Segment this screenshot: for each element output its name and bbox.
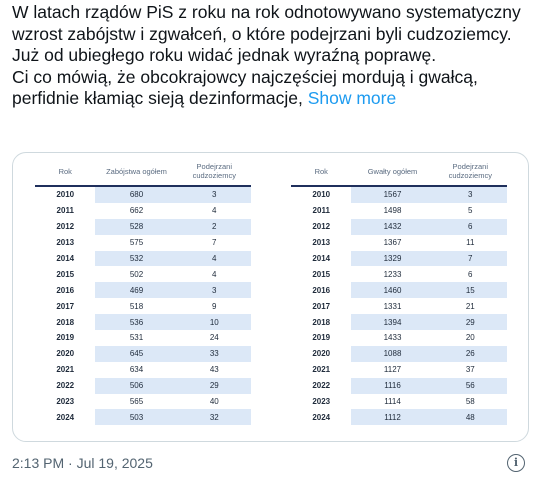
table-row xyxy=(35,203,251,219)
table-row xyxy=(35,346,251,362)
table-row xyxy=(291,409,507,425)
tweet-timestamp[interactable]: 2:13 PM · Jul 19, 2025 xyxy=(12,455,153,471)
table-cell: 645 xyxy=(95,346,177,362)
tweet-paragraph-2 xyxy=(12,67,534,110)
table-cell: 1432 xyxy=(351,219,433,235)
table-cell: 1116 xyxy=(351,378,433,394)
table-row xyxy=(291,394,507,410)
table-header: Podejrzani cudzoziemcy xyxy=(434,157,507,186)
table-cell: 2023 xyxy=(56,397,75,407)
table-cell: 4 xyxy=(212,269,217,279)
table-cell: 2018 xyxy=(312,317,331,327)
table-row xyxy=(35,219,251,235)
table-cell: 1331 xyxy=(383,301,402,311)
tweet-text xyxy=(12,2,534,110)
table-cell: 32 xyxy=(178,409,251,425)
table-cell: 3 xyxy=(178,282,251,298)
table-row xyxy=(291,362,507,378)
table-cell: 1112 xyxy=(351,409,433,425)
table-header: Rok xyxy=(35,157,95,186)
table-cell: 2017 xyxy=(312,301,331,311)
table-cell: 502 xyxy=(129,269,144,279)
table-row xyxy=(291,346,507,362)
table-cell: 565 xyxy=(129,397,144,407)
table-cell: 531 xyxy=(129,333,144,343)
table-cell: 3 xyxy=(178,186,251,203)
table-cell: 2022 xyxy=(312,381,331,391)
show-more-link[interactable]: Show more xyxy=(307,88,397,108)
table-cell: 37 xyxy=(465,365,475,375)
table-cell: 2021 xyxy=(312,365,331,375)
table-cell: 26 xyxy=(434,346,507,362)
table-cell: 503 xyxy=(95,409,177,425)
table-cell: 2 xyxy=(178,219,251,235)
table-row xyxy=(35,330,251,346)
table-cell: 2010 xyxy=(56,190,75,200)
homicides-table xyxy=(35,157,251,425)
table-cell: 2015 xyxy=(312,269,331,279)
table-cell: 2019 xyxy=(312,333,331,343)
table-cell: 2012 xyxy=(312,222,331,232)
table-row xyxy=(291,314,507,330)
table-cell: 15 xyxy=(434,282,507,298)
table-cell: 1088 xyxy=(351,346,433,362)
tweet-paragraph-2-text: Ci co mówią, że obcokrajowcy najczęściej mordują i gwałcą, perfidnie kłamiąc sieją dezinformacje, xyxy=(12,66,478,108)
table-cell: 6 xyxy=(434,219,507,235)
table-cell: 1394 xyxy=(351,314,433,330)
table-cell: 7 xyxy=(212,238,217,248)
table-cell: 469 xyxy=(95,282,177,298)
table-cell: 58 xyxy=(465,397,475,407)
table-cell: 680 xyxy=(95,186,177,203)
table-row xyxy=(35,314,251,330)
table-cell: 2024 xyxy=(56,412,75,422)
table-cell: 9 xyxy=(212,301,217,311)
table-cell: 43 xyxy=(209,365,219,375)
table-cell: 56 xyxy=(434,378,507,394)
table-cell: 2017 xyxy=(56,301,75,311)
table-cell: 1460 xyxy=(351,282,433,298)
table-header: Zabójstwa ogółem xyxy=(95,157,177,186)
table-cell: 506 xyxy=(95,378,177,394)
info-icon[interactable]: i xyxy=(507,454,525,472)
table-cell: 2015 xyxy=(56,269,75,279)
table-cell: 2019 xyxy=(56,333,75,343)
table-cell: 662 xyxy=(129,206,144,216)
table-row xyxy=(291,298,507,314)
table-header: Rok xyxy=(291,157,351,186)
table-row xyxy=(35,298,251,314)
table-cell: 2012 xyxy=(56,222,75,232)
table-cell: 2014 xyxy=(56,254,75,263)
table-cell: 29 xyxy=(434,314,507,330)
table-cell: 2024 xyxy=(312,412,331,422)
table-row xyxy=(35,378,251,394)
table-row xyxy=(291,186,507,203)
table-cell: 518 xyxy=(129,301,144,311)
table-row xyxy=(35,266,251,282)
table-cell: 1127 xyxy=(383,365,402,375)
table-cell: 7 xyxy=(434,251,507,267)
table-row xyxy=(35,251,251,267)
table-cell: 21 xyxy=(465,301,475,311)
tweet-media-image[interactable] xyxy=(12,152,529,442)
table-cell: 2022 xyxy=(56,381,75,391)
table-cell: 2023 xyxy=(312,397,331,407)
table-row xyxy=(291,219,507,235)
table-row xyxy=(291,330,507,346)
table-cell: 40 xyxy=(209,397,219,407)
table-cell: 2016 xyxy=(56,285,75,295)
table-row xyxy=(35,235,251,251)
table-cell: 1233 xyxy=(383,269,402,279)
table-cell: 1329 xyxy=(351,251,433,267)
table-row xyxy=(291,203,507,219)
table-cell: 2020 xyxy=(56,349,75,359)
table-header: Podejrzani cudzoziemcy xyxy=(178,157,251,186)
table-cell: 2021 xyxy=(56,365,75,375)
table-cell: 2018 xyxy=(56,317,75,327)
table-row xyxy=(35,186,251,203)
table-cell: 532 xyxy=(95,251,177,267)
table-cell: 2016 xyxy=(312,285,331,295)
table-row xyxy=(291,378,507,394)
table-cell: 1114 xyxy=(384,397,401,407)
table-row xyxy=(291,251,507,267)
table-cell: 1367 xyxy=(383,238,402,248)
table-cell: 33 xyxy=(178,346,251,362)
table-cell: 536 xyxy=(95,314,177,330)
table-cell: 11 xyxy=(466,238,475,248)
table-cell: 1433 xyxy=(383,333,402,343)
rapes-table xyxy=(291,157,507,425)
table-cell: 3 xyxy=(434,186,507,203)
table-cell: 6 xyxy=(468,269,473,279)
table-cell: 528 xyxy=(95,219,177,235)
table-cell: 4 xyxy=(178,251,251,267)
table-header: Gwałty ogółem xyxy=(351,157,433,186)
tweet-paragraph-1: W latach rządów PiS z roku na rok odnotowywano systematyczny wzrost zabójstw i zgwałceń, o które podejrzani byli cudzoziemcy. Już od ubiegłego roku widać jednak wyraźną poprawę. xyxy=(12,2,521,65)
table-cell: 2011 xyxy=(312,206,330,216)
table-cell: 48 xyxy=(434,409,507,425)
table-cell: 24 xyxy=(209,333,219,343)
table-cell: 575 xyxy=(129,238,144,248)
table-cell: 1567 xyxy=(351,186,433,203)
table-cell: 634 xyxy=(129,365,144,375)
table-row xyxy=(291,235,507,251)
table-row xyxy=(291,282,507,298)
table-row xyxy=(35,362,251,378)
table-cell: 1498 xyxy=(383,206,402,216)
table-cell: 29 xyxy=(178,378,251,394)
table-cell: 5 xyxy=(468,206,473,216)
table-row xyxy=(35,394,251,410)
table-cell: 2014 xyxy=(312,254,331,263)
table-cell: 2020 xyxy=(312,349,331,359)
table-cell: 2013 xyxy=(312,238,331,248)
table-cell: 2010 xyxy=(312,190,331,200)
table-row xyxy=(35,282,251,298)
table-cell: 20 xyxy=(465,333,475,343)
table-cell: 2013 xyxy=(56,238,75,248)
table-row xyxy=(291,266,507,282)
table-cell: 4 xyxy=(212,206,217,216)
table-cell: 10 xyxy=(178,314,251,330)
table-cell: 2011 xyxy=(56,206,74,216)
table-row xyxy=(35,409,251,425)
